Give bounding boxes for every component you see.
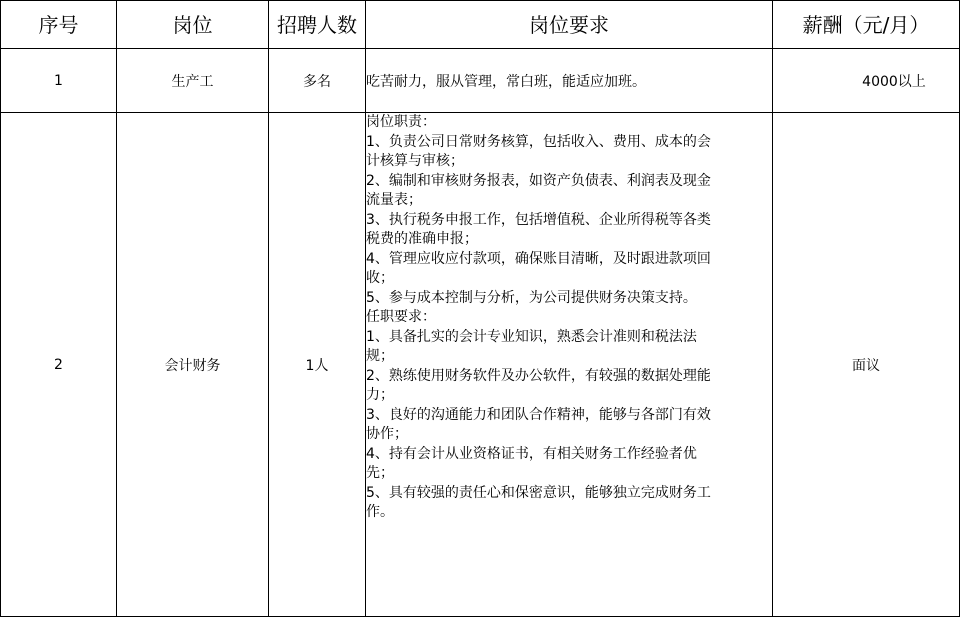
header-no: 序号 <box>1 1 117 49</box>
requirement-line: 4、管理应收应付款项，确保账目清晰，及时跟进款项回 <box>366 250 711 267</box>
row-no: 1 <box>1 49 117 113</box>
row-requirement: 吃苦耐力，服从管理，常白班，能适应加班。 <box>366 49 773 113</box>
requirement-line: 计核算与审核； <box>366 153 464 169</box>
requirement-line: 1、具备扎实的会计专业知识，熟悉会计准则和税法法 <box>366 328 697 345</box>
requirement-line: 收； <box>366 270 394 286</box>
header-headcount: 招聘人数 <box>269 1 366 49</box>
requirement-line: 作。 <box>366 504 394 520</box>
row-position: 会计财务 <box>117 113 269 617</box>
requirement-line: 流量表； <box>366 192 422 208</box>
row-headcount: 多名 <box>269 49 366 113</box>
requirement-line: 税费的准确申报； <box>366 231 478 247</box>
row-no: 2 <box>1 113 117 617</box>
row-salary: 面议 <box>773 113 960 617</box>
requirement-line: 4、持有会计从业资格证书，有相关财务工作经验者优 <box>366 445 697 462</box>
requirement-line: 1、负责公司日常财务核算，包括收入、费用、成本的会 <box>366 133 711 150</box>
table-row <box>1 113 960 617</box>
row-requirement <box>366 113 773 617</box>
row-headcount: 1人 <box>269 113 366 617</box>
requirement-line: 5、具有较强的责任心和保密意识，能够独立完成财务工 <box>366 484 711 501</box>
requirement-line: 协作； <box>366 426 408 442</box>
header-position: 岗位 <box>117 1 269 49</box>
requirement-line: 先； <box>366 465 394 481</box>
salary-value: 4000以上 <box>862 73 926 90</box>
row-position: 生产工 <box>117 49 269 113</box>
requirement-line: 任职要求： <box>366 309 436 325</box>
table-row <box>1 49 960 113</box>
requirement-line: 3、良好的沟通能力和团队合作精神，能够与各部门有效 <box>366 406 711 423</box>
row-salary <box>773 49 960 113</box>
requirement-line: 2、编制和审核财务报表，如资产负债表、利润表及现金 <box>366 172 711 189</box>
header-row <box>1 1 960 49</box>
requirement-line: 5、参与成本控制与分析，为公司提供财务决策支持。 <box>366 289 697 306</box>
header-requirements: 岗位要求 <box>366 1 773 49</box>
header-salary: 薪酬（元/月） <box>773 1 960 49</box>
requirement-line: 3、执行税务申报工作，包括增值税、企业所得税等各类 <box>366 211 711 228</box>
requirement-line: 2、熟练使用财务软件及办公软件，有较强的数据处理能 <box>366 367 711 384</box>
requirement-line: 力； <box>366 387 394 403</box>
requirement-line: 岗位职责： <box>366 114 436 130</box>
requirement-line: 规； <box>366 348 394 364</box>
